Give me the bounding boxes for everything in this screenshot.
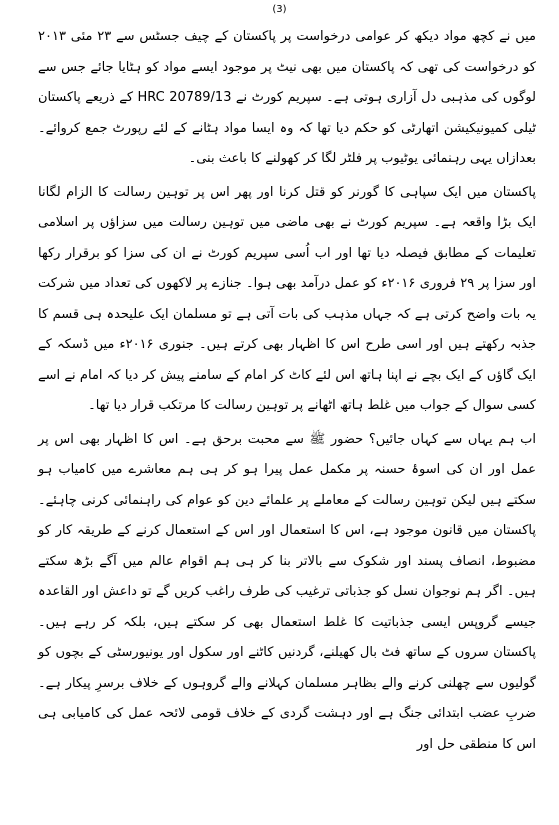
- paragraph: اب ہم یہاں سے کہاں جائیں؟ حضور ﷺ سے محبت برحق ہے۔ اس کا اظہار بھی اس پر عمل اور ان کی اسوۂ حسنہ پر مکمل عمل پیرا ہو کر ہی ہم معاشرے میں کامیاب ہو سکتے ہیں لیکن توہین رسالت کے معاملے پر علمائے دین کو عوام کی راہنمائی کرنی چاہئے۔ پاکستان میں قانون موجود ہے، اس کا استعمال اور اس کے استعمال کرنے کے طریقہ کار کو مضبوط، انصاف پسند اور شکوک سے بالاتر بنا کر ہی ہم اقوام عالم میں آگے بڑھ سکتے ہیں۔ اگر ہم نوجوان نسل کو جذباتی ترغیب کی طرف راغب کریں گے تو داعش اور القاعدہ جیسے گروپس ایسی جذباتیت کا غلط استعمال بھی کر سکتے ہیں، بلکہ کر رہے ہیں۔ پاکستان سروں کے ساتھ فٹ بال کھیلنے، گردنیں کاٹنے اور سکول اور یونیورسٹی کے بچوں کو گولیوں سے چھلنی کرنے والے بظاہر مسلمان کہلانے والے گروہوں کے خلاف برسرِ پیکار ہے۔ ضربِ عضب ابتدائی جنگ ہے اور دہشت گردی کے خلاف قومی لائحہ عمل کی کامیابی ہی اس کا منطقی حل اور: [38, 431, 536, 752]
- page-number: (3): [272, 4, 287, 15]
- paragraph: پاکستان میں ایک سپاہی کا گورنر کو قتل کرنا اور پھر اس پر توہین رسالت کا الزام لگانا ایک بڑا واقعہ ہے۔ سپریم کورٹ نے بھی ماضی میں توہین رسالت میں سزاؤں پر اسلامی تعلیمات کے مطابق فیصلہ دیا تھا اور اب اُسی سپریم کورٹ نے ان کی سزا کو برقرار رکھا اور سزا پر ۲۹ فروری ۲۰۱۶ء کو عمل درآمد بھی ہوا۔ جنازے پر لاکھوں کی تعداد میں شرکت یہ بات واضح کرتی ہے کہ جہاں مذہب کی بات آتی ہے تو مسلمان ایک علیحدہ ہی قسم کا جذبہ رکھتے ہیں اور اسی طرح اس کا اظہار بھی کرتے ہیں۔ جنوری ۲۰۱۶ء میں ڈسکہ کے ایک گاؤں کے ایک بچے نے اپنا ہاتھ اس لئے کاٹ کر امام کے سامنے پیش کر دیا کہ امام نے اسے کسی سوال کے جواب میں غلط ہاتھ اٹھانے پر توہین رسالت کا مرتکب قرار دیا تھا۔: [38, 184, 536, 413]
- document-body: [38, 22, 536, 763]
- paragraph: میں نے کچھ مواد دیکھ کر عوامی درخواست پر پاکستان کے چیف جسٹس سے ۲۳ مئی ۲۰۱۳ کو درخواست کی تھی کہ پاکستان میں بھی نیٹ پر موجود ایسے مواد کو ہٹایا جائے جس سے لوگوں کی مذہبی دل آزاری ہوتی ہے۔ سپریم کورٹ نے HRC 20789/13 کے ذریعے پاکستان ٹیلی کمیونیکیشن اتھارٹی کو حکم دیا تھا کہ وہ ایسا مواد ہٹانے کے لئے رپورٹ جمع کروائے۔ بعدازاں یہی رہنمائی یوٹیوب پر فلٹر لگا کر کھولنے کا باعث بنی۔: [38, 29, 536, 166]
